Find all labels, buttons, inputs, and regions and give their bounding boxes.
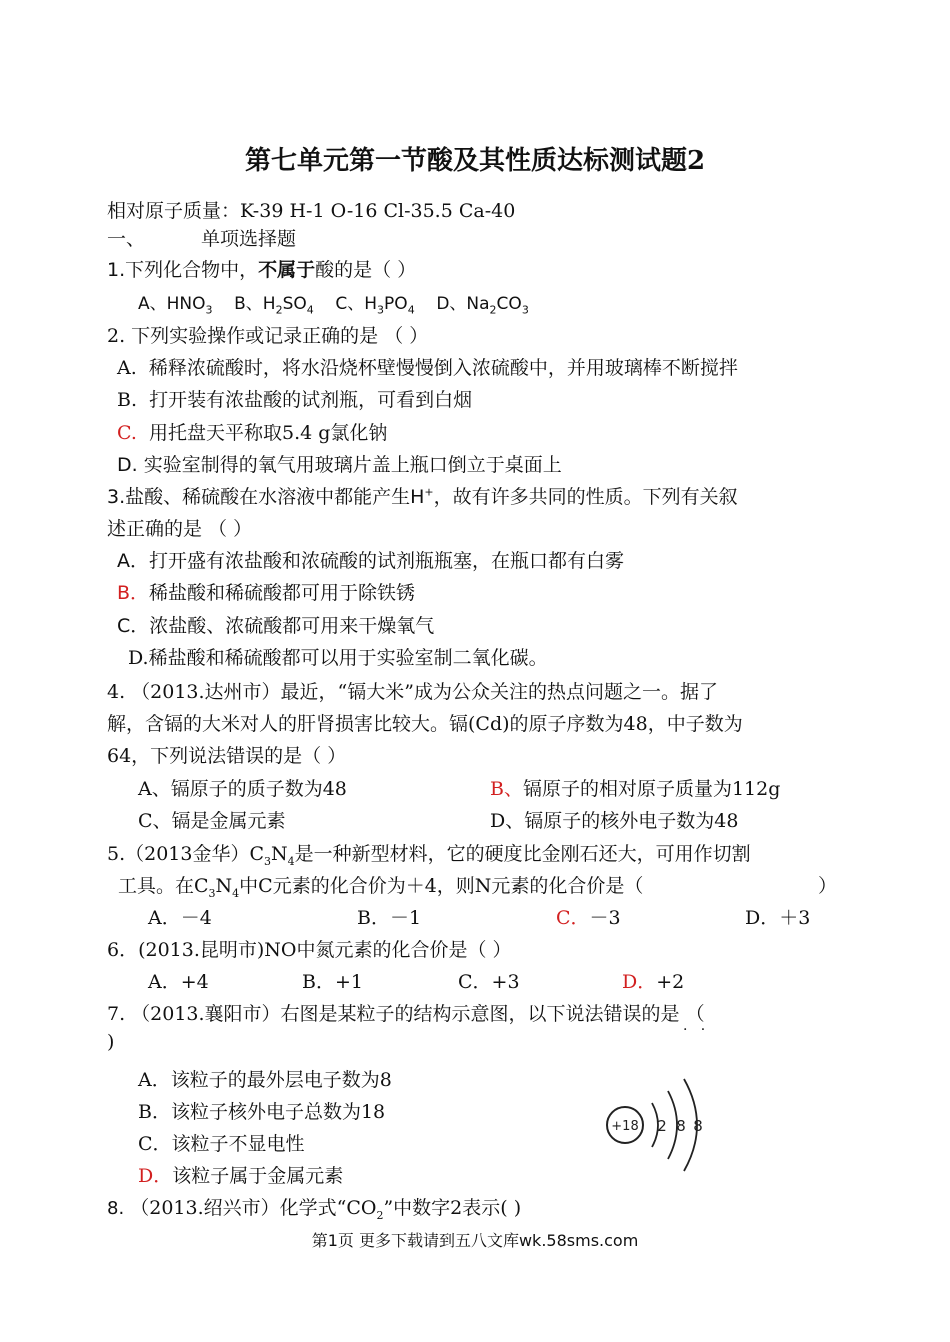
q3-option-c: C．浓盐酸、浓硫酸都可用来干燥氧气 xyxy=(117,615,435,637)
q1-option-d: D、$Na_2CO_3$ xyxy=(436,294,529,317)
q1-option-a: A、$HNO_3$ xyxy=(138,294,213,317)
question-2-stem: 2. 下列实验操作或记录正确的是 （ ） xyxy=(107,325,429,347)
q3-option-b: B．稀盐酸和稀硫酸都可用于除铁锈 xyxy=(117,582,416,604)
answer-marker: C. xyxy=(117,422,137,444)
q7-option-c: C．该粒子不显电性 xyxy=(138,1133,305,1155)
emphasis-not-belong: 不属于 xyxy=(258,259,316,281)
page-title: 第七单元第一节酸及其性质达标测试题2 xyxy=(244,146,706,176)
q2-option-c: C. 用托盘天平称取5.4 g氯化钠 xyxy=(117,422,388,444)
section-name: 单项选择题 xyxy=(201,228,297,250)
q1-option-b: B、$H_2SO_4$ xyxy=(234,294,314,317)
question-3-stem-line2: 述正确的是 （ ） xyxy=(107,518,253,540)
particle-structure-diagram xyxy=(580,1065,730,1190)
q5-option-b: B．－1 xyxy=(357,907,422,929)
q5-option-c: C．－3 xyxy=(556,907,621,929)
q4-option-d: D、镉原子的核外电子数为48 xyxy=(490,810,739,832)
question-1-stem: 1.下列化合物中，不属于酸的是（ ） xyxy=(107,259,417,281)
emphasis-dots: · · xyxy=(683,1022,706,1038)
q6-option-b: B．+1 xyxy=(302,971,363,993)
answer-marker: B、 xyxy=(490,778,523,800)
q6-option-d: D．+2 xyxy=(622,971,685,993)
question-4-line3: 64，下列说法错误的是（ ） xyxy=(107,745,347,767)
shell-2-count: 8 xyxy=(676,1117,686,1135)
question-4-line2: 解，含镉的大米对人的肝肾损害比较大。镉(Cd)的原子序数为48，中子数为 xyxy=(107,713,743,735)
answer-marker: B． xyxy=(117,582,150,604)
q7-option-b: B．该粒子核外电子总数为18 xyxy=(138,1101,386,1123)
section-heading xyxy=(107,224,296,251)
answer-marker: D． xyxy=(622,971,657,993)
q6-option-a: A．+4 xyxy=(148,971,209,993)
q7-option-a: A．该粒子的最外层电子数为8 xyxy=(138,1069,392,1091)
question-1-options xyxy=(138,289,529,316)
q2-option-d: D. 实验室制得的氧气用玻璃片盖上瓶口倒立于桌面上 xyxy=(117,454,562,476)
page-footer: 第1页 更多下载请到五八文库wk.58sms.com xyxy=(311,1231,639,1250)
question-6-stem: 6．(2013.昆明市)NO中氮元素的化合价是（ ） xyxy=(107,939,512,961)
q5-option-a: A．－4 xyxy=(148,907,212,929)
question-8-stem: 8. （2013.绍兴市）化学式“$CO_2$”中数字2表示( ) xyxy=(107,1197,522,1222)
q4-option-c: C、镉是金属元素 xyxy=(138,810,286,832)
section-number: 一、 xyxy=(107,228,146,250)
q5-answer-close: ） xyxy=(818,875,838,897)
question-7-line1: 7. （2013.襄阳市）右图是某粒子的结构示意图，以下说法错误的是 （ xyxy=(107,1003,705,1025)
nucleus-charge: +18 xyxy=(611,1119,639,1134)
shell-3-count: 8 xyxy=(693,1117,703,1135)
q4-option-a: A、镉原子的质子数为48 xyxy=(138,778,347,800)
q4-option-b: B、镉原子的相对原子质量为112g xyxy=(490,778,781,800)
q3-option-a: A．打开盛有浓盐酸和浓硫酸的试剂瓶瓶塞，在瓶口都有白雾 xyxy=(117,550,625,572)
question-7-line2: ) xyxy=(107,1031,115,1053)
q3-option-d: D.稀盐酸和稀硫酸都可以用于实验室制二氧化碳。 xyxy=(128,647,548,669)
question-5-line1: 5.（2013金华）$C_3N_4$是一种新型材料，它的硬度比金刚石还大，可用作切割 xyxy=(107,843,751,868)
q7-option-d: D．该粒子属于金属元素 xyxy=(138,1165,344,1187)
q2-option-a: A. 稀释浓硫酸时，将水沿烧杯壁慢慢倒入浓硫酸中，并用玻璃棒不断搅拌 xyxy=(117,357,738,379)
q6-option-c: C．+3 xyxy=(458,971,520,993)
question-4-line1: 4. （2013.达州市）最近，“镉大米”成为公众关注的热点问题之一。据了 xyxy=(107,681,718,703)
question-3-stem-line1: 3.盐酸、稀硫酸在水溶液中都能产生H+，故有许多共同的性质。下列有关叙 xyxy=(107,485,738,508)
shell-1-count: 2 xyxy=(657,1117,667,1135)
q2-option-b: B. 打开装有浓盐酸的试剂瓶，可看到白烟 xyxy=(117,389,473,411)
q1-option-c: C、$H_3PO_4$ xyxy=(335,294,415,317)
answer-marker: D． xyxy=(138,1165,173,1187)
atomic-masses: 相对原子质量：K-39 H-1 O-16 Cl-35.5 Ca-40 xyxy=(107,200,516,222)
question-5-line2: 工具。在$C_3N_4$中C元素的化合价为＋4，则N元素的化合价是（ xyxy=(118,875,644,900)
q5-option-d: D．＋3 xyxy=(745,907,811,929)
answer-marker: C． xyxy=(556,907,590,929)
